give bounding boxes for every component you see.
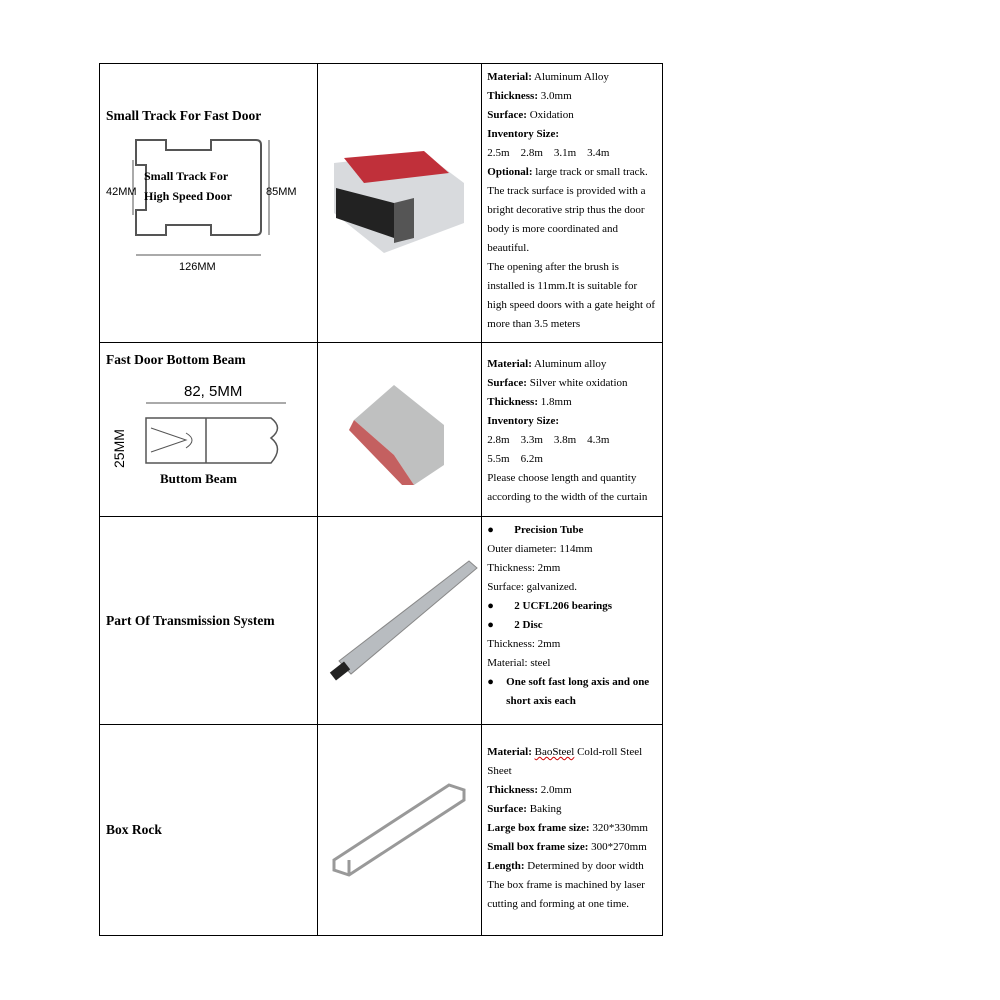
spec-value: Baking	[526, 803, 562, 815]
spec-key: Optional:	[487, 166, 533, 178]
table-row	[100, 725, 663, 936]
spec-key: Inventory Size:	[487, 128, 560, 140]
product-image-cell	[317, 64, 482, 343]
spec-value: large track or small track.	[532, 166, 648, 178]
dimension-label: 25MM	[111, 428, 127, 468]
bullet-item	[487, 616, 657, 635]
bullet-item	[487, 521, 657, 540]
spec-value: Oxidation	[526, 109, 574, 121]
product-spec-table	[99, 63, 663, 936]
bullet-icon: ●	[487, 619, 494, 631]
bullet-text: Precision Tube	[514, 524, 584, 536]
spec-key: Surface:	[487, 377, 527, 389]
part-cell	[100, 343, 318, 517]
spec-key: Inventory Size:	[487, 415, 560, 427]
part-title: Fast Door Bottom Beam	[106, 351, 246, 367]
spec-value: 3.0mm	[538, 90, 572, 102]
track-diagram	[106, 130, 302, 280]
spec-key: Surface:	[487, 803, 527, 815]
spec-key: Surface:	[487, 109, 527, 121]
diagram-label: High Speed Door	[144, 189, 233, 203]
spec-value: Silver white oxidation	[526, 377, 628, 389]
spec-cell	[482, 517, 663, 725]
bullet-text: One soft fast long axis and one short axis each	[506, 676, 650, 707]
bullet-item	[487, 597, 657, 616]
spec-value: Aluminum alloy	[531, 358, 607, 370]
spec-line: Surface: galvanized.	[487, 581, 578, 593]
spec-key: Thickness:	[487, 396, 539, 408]
bullet-icon: ●	[487, 600, 494, 612]
bullet-text: 2 UCFL206 bearings	[514, 600, 613, 612]
bullet-text: 2 Disc	[514, 619, 543, 631]
spec-key: Material:	[487, 746, 532, 758]
tube-product-image	[319, 556, 479, 686]
dimension-label: 85MM	[266, 186, 297, 198]
spec-value: BaoSteel	[534, 746, 575, 758]
beam-product-image	[334, 375, 464, 485]
description: The track surface is provided with a bright decorative strip thus the door body is more coordinated and beautiful.	[487, 185, 646, 254]
spec-key: Large box frame size:	[487, 822, 590, 834]
dimension-label: 42MM	[106, 186, 137, 198]
box-frame-product-image	[324, 775, 474, 885]
inventory-sizes: 5.5m 6.2m	[487, 453, 543, 465]
spec-value: 2.0mm	[538, 784, 572, 796]
inventory-sizes: 2.8m 3.3m 3.8m 4.3m	[487, 434, 610, 446]
product-image-cell	[317, 343, 482, 517]
beam-diagram	[106, 368, 302, 488]
spec-line: Thickness: 2mm	[487, 638, 561, 650]
description: The box frame is machined by laser cutting and forming at one time.	[487, 879, 645, 910]
bullet-icon: ●	[487, 524, 494, 536]
dimension-label: 82, 5MM	[184, 382, 243, 400]
spec-key: Small box frame size:	[487, 841, 589, 853]
spec-value: Aluminum Alloy	[531, 71, 609, 83]
dimension-label: 126MM	[179, 261, 216, 273]
bullet-item	[487, 673, 657, 711]
track-product-image	[324, 143, 474, 263]
spec-key: Thickness:	[487, 784, 539, 796]
part-title: Part Of Transmission System	[106, 612, 275, 628]
spec-line: Thickness: 2mm	[487, 562, 561, 574]
table-row	[100, 343, 663, 517]
spec-key: Length:	[487, 860, 525, 872]
spec-cell	[482, 343, 663, 517]
spec-line: Material: steel	[487, 657, 551, 669]
description: The opening after the brush is installed is 11mm.It is suitable for high speed doors with a gate height of more than 3.5 meters	[487, 261, 655, 330]
product-image-cell	[317, 517, 482, 725]
part-cell	[100, 517, 318, 725]
spec-value: Cold-roll Steel Sheet	[487, 746, 643, 777]
spec-line: Outer diameter: 114mm	[487, 543, 593, 555]
diagram-label: Small Track For	[144, 169, 229, 183]
description: Please choose length and quantity according to the width of the curtain	[487, 472, 648, 503]
part-cell	[100, 725, 318, 936]
spec-value: Determined by door width	[524, 860, 644, 872]
spec-value: 1.8mm	[538, 396, 572, 408]
part-cell	[100, 64, 318, 343]
spec-cell	[482, 64, 663, 343]
spec-key: Material:	[487, 71, 532, 83]
part-title: Small Track For Fast Door	[106, 108, 262, 123]
product-image-cell	[317, 725, 482, 936]
part-title: Box Rock	[106, 822, 162, 837]
diagram-label: Buttom Beam	[160, 470, 237, 486]
spec-key: Thickness:	[487, 90, 539, 102]
table-row	[100, 64, 663, 343]
spec-key: Material:	[487, 358, 532, 370]
table-row	[100, 517, 663, 725]
spec-value: 320*330mm	[589, 822, 648, 834]
spec-value: 300*270mm	[588, 841, 647, 853]
spec-cell	[482, 725, 663, 936]
inventory-sizes: 2.5m 2.8m 3.1m 3.4m	[487, 147, 610, 159]
bullet-icon: ●	[487, 676, 494, 688]
